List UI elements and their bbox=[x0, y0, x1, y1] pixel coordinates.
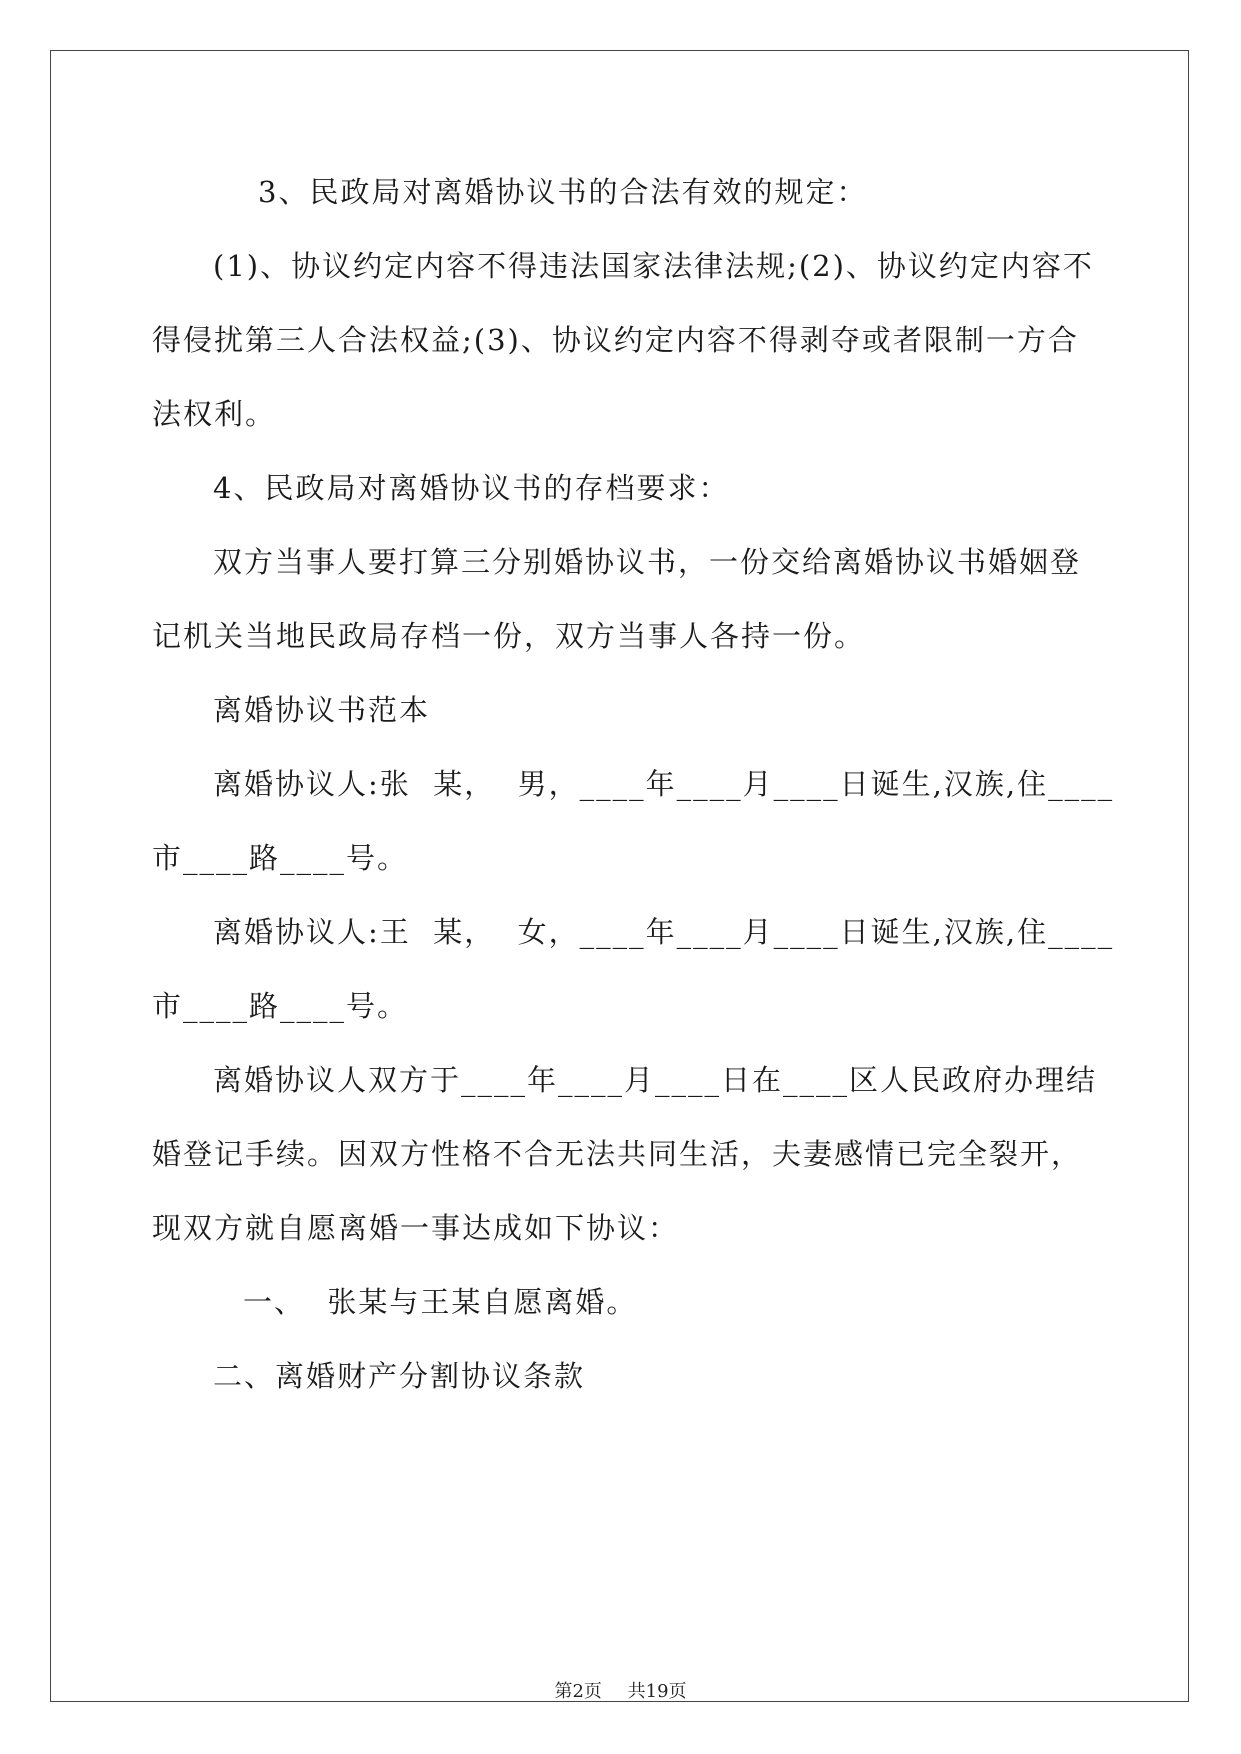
paragraph-line: 婚登记手续。因双方性格不合无法共同生活，夫妻感情已完全裂开， bbox=[152, 1137, 1083, 1171]
paragraph-line: (1)、协议约定内容不得违法国家法律法规;(2)、协议约定内容不 bbox=[213, 249, 1094, 283]
page-footer bbox=[0, 1680, 1241, 1704]
party-address-line: 市____路____号。 bbox=[152, 989, 409, 1023]
party-address-line: 市____路____号。 bbox=[152, 841, 409, 875]
clause-heading: 二、离婚财产分割协议条款 bbox=[213, 1359, 586, 1393]
section-title: 离婚协议书范本 bbox=[213, 693, 431, 727]
paragraph-line: 记机关当地民政局存档一份，双方当事人各持一份。 bbox=[152, 619, 866, 653]
clause-line: 一、 张某与王某自愿离婚。 bbox=[243, 1285, 638, 1319]
page-number: 第2页 bbox=[554, 1681, 602, 1702]
paragraph-line: 法权利。 bbox=[152, 397, 277, 431]
paragraph-line: 双方当事人要打算三分别婚协议书，一份交给离婚协议书婚姻登 bbox=[213, 545, 1082, 579]
paragraph-line: 现双方就自愿离婚一事达成如下协议： bbox=[152, 1211, 680, 1245]
paragraph-heading-3: 3、民政局对离婚协议书的合法有效的规定： bbox=[258, 175, 868, 209]
paragraph-heading-4: 4、民政局对离婚协议书的存档要求： bbox=[213, 471, 730, 505]
party-line: 离婚协议人:王 某， 女，____年____月____日诞生,汉族,住____ bbox=[213, 915, 1115, 949]
party-line: 离婚协议人:张 某， 男，____年____月____日诞生,汉族,住____ bbox=[213, 767, 1115, 801]
paragraph-line: 得侵扰第三人合法权益;(3)、协议约定内容不得剥夺或者限制一方合 bbox=[152, 323, 1079, 357]
paragraph-line: 离婚协议人双方于____年____月____日在____区人民政府办理结 bbox=[213, 1063, 1098, 1097]
page-total: 共19页 bbox=[627, 1681, 687, 1702]
